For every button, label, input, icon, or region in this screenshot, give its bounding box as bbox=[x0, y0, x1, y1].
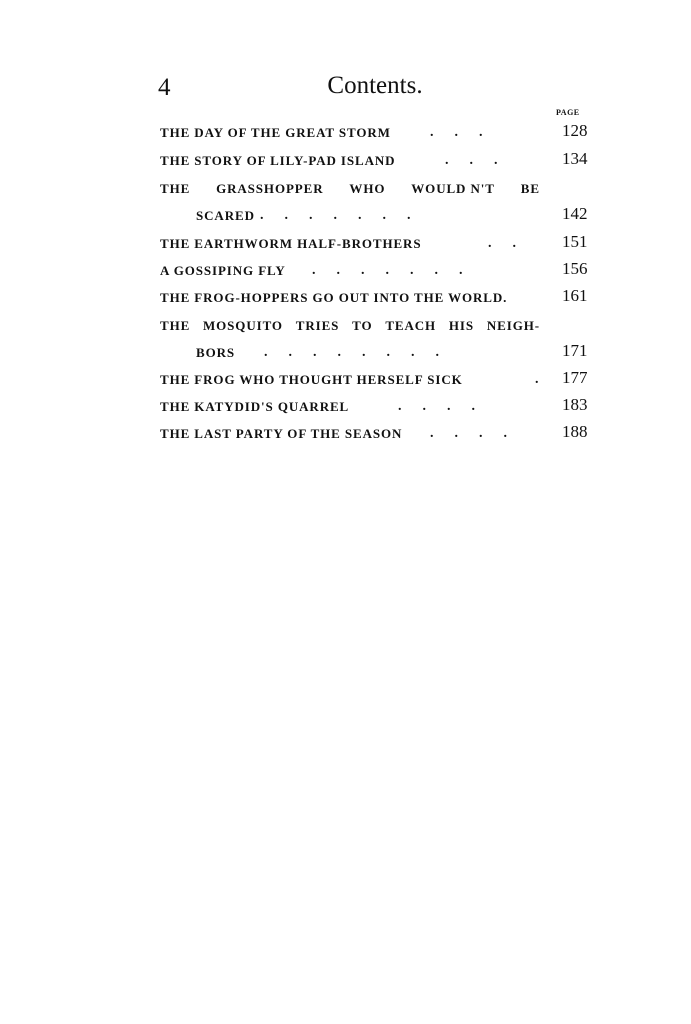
toc-entry-title-line2: BORS bbox=[196, 345, 236, 360]
page-title: Contents. bbox=[327, 72, 423, 99]
title-word: GRASSHOPPER bbox=[216, 181, 324, 196]
toc-entry-title: THE DAY OF THE GREAT STORM bbox=[160, 125, 391, 140]
toc-entry-title: THE FROG WHO THOUGHT HERSELF SICK bbox=[160, 372, 463, 387]
toc-entry-page: 151 bbox=[562, 232, 588, 251]
toc-entry-title-line1 bbox=[160, 181, 540, 197]
title-word: THE bbox=[160, 318, 191, 333]
toc-entry-page: 142 bbox=[562, 204, 588, 223]
leader-dots: . . . . . . . bbox=[312, 263, 463, 278]
toc-entry-page: 156 bbox=[562, 259, 588, 278]
toc-entry-title: THE STORY OF LILY-PAD ISLAND bbox=[160, 153, 396, 168]
leader-dots: . . . bbox=[445, 153, 498, 168]
title-word: NEIGH- bbox=[486, 318, 540, 333]
toc-entry-title: THE LAST PARTY OF THE SEASON bbox=[160, 426, 403, 441]
leader-dots: . . . . . . . bbox=[260, 208, 411, 223]
title-word: WOULD N'T bbox=[411, 181, 495, 196]
toc-entry-title: THE FROG-HOPPERS GO OUT INTO THE WORLD. bbox=[160, 290, 508, 305]
title-word: TRIES bbox=[295, 318, 340, 333]
title-word: BE bbox=[520, 181, 540, 196]
toc-entry-page: 134 bbox=[562, 149, 588, 168]
leader-dots: . . . . . . . . bbox=[264, 345, 439, 360]
leader-dots: . . . . bbox=[430, 426, 507, 441]
toc-entry-page: 128 bbox=[562, 121, 588, 140]
title-word: HIS bbox=[448, 318, 475, 333]
toc-entry-page: 177 bbox=[562, 368, 588, 387]
toc-entry-page: 171 bbox=[562, 341, 588, 360]
toc-entry-title-line2: SCARED bbox=[196, 208, 255, 223]
title-word: MOSQUITO bbox=[203, 318, 283, 333]
page-column-label: PAGE bbox=[556, 108, 580, 117]
title-word: TEACH bbox=[385, 318, 437, 333]
title-word: THE bbox=[160, 181, 191, 196]
toc-entry-title: THE KATYDID'S QUARREL bbox=[160, 399, 350, 414]
leader-dots: . . . . bbox=[398, 399, 475, 414]
toc-entry-page: 188 bbox=[562, 422, 588, 441]
leader-dots: . bbox=[535, 372, 539, 387]
page-number: 4 bbox=[158, 74, 171, 101]
title-word: TO bbox=[352, 318, 373, 333]
toc-entry-page: 161 bbox=[562, 286, 588, 305]
toc-entry-title: A GOSSIPING FLY bbox=[160, 263, 286, 278]
toc-entry-title: THE EARTHWORM HALF-BROTHERS bbox=[160, 236, 422, 251]
title-word: WHO bbox=[349, 181, 386, 196]
leader-dots: . . bbox=[488, 236, 516, 251]
toc-entry-title-line1 bbox=[160, 318, 540, 334]
leader-dots: . . . bbox=[430, 125, 483, 140]
toc-entry-page: 183 bbox=[562, 395, 588, 414]
